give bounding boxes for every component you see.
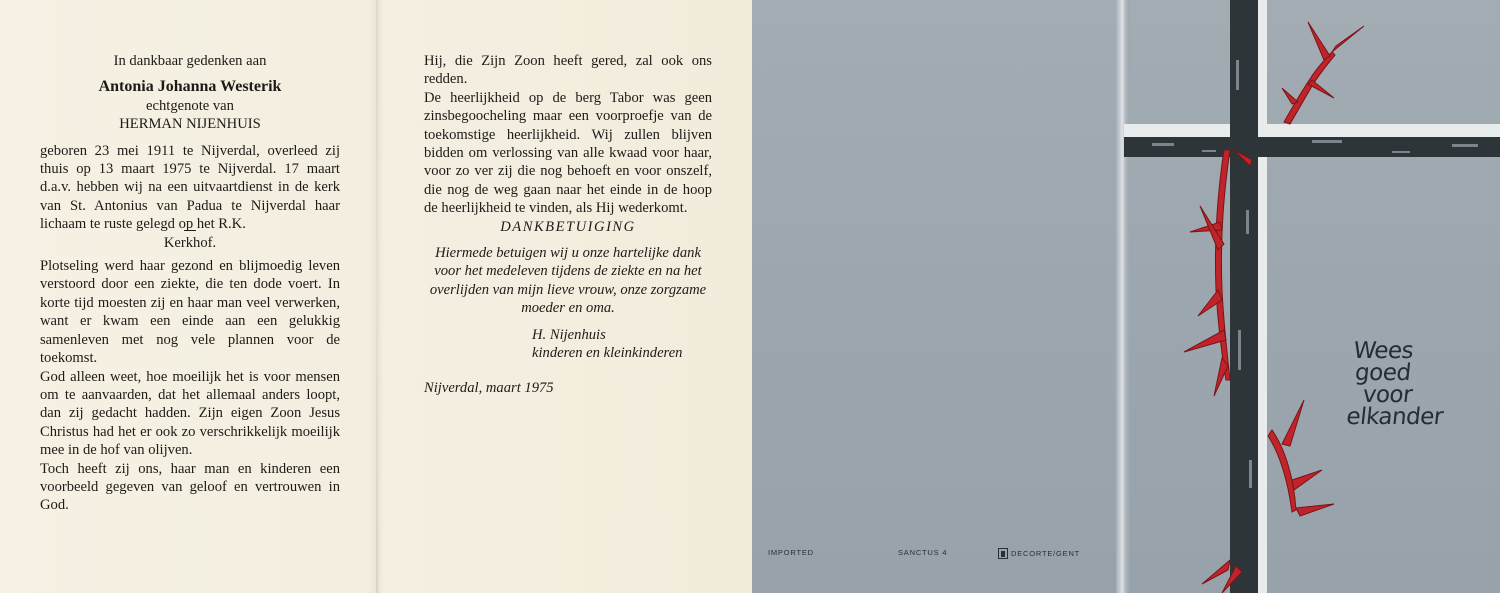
- fold-line: [376, 0, 378, 593]
- publisher-logo-icon: [998, 548, 1008, 559]
- place-date: Nijverdal, maart 1975: [424, 379, 554, 396]
- card-cover-side: [752, 0, 1500, 593]
- publisher-name: DECORTE/GENT: [1011, 549, 1081, 558]
- intro-text: In dankbaar gedenken aan: [113, 53, 267, 69]
- paragraph-god-knows: God alleen weet, hoe moeilijk het is voor mensen om te aanvaarden, dat het allemaal anders loopt, dan zij gedacht hadden. Zijn eigen Zoon Jesus Christus had het er ook zo verschrikkelijk moeilijk mee in de hof van olijven.: [40, 368, 340, 459]
- imprint-publisher: [998, 548, 1080, 559]
- biography-end: Kerkhof.: [163, 234, 217, 251]
- imprint-imported: IMPORTED: [768, 548, 814, 557]
- cross-with-thorns-illustration: [752, 0, 1500, 593]
- thorn-branch-bottom: [1202, 400, 1334, 593]
- paragraph-example: Toch heeft zij ons, haar man en kinderen een voorbeeld gegeven van geloof en vertrouwen in God.: [40, 460, 340, 514]
- left-text-panel: [40, 52, 340, 515]
- thanks-text: Hiermede betuigen wij u onze hartelijke dank voor het medeleven tijdens de ziekte en na het overlijden van mijn lieve vrouw, onze zorgzame moeder en oma.: [429, 245, 707, 317]
- paragraph-sudden-illness: Plotseling werd haar gezond en blijmoedig leven verstoord door een ziekte, die ten dode voert. In korte tijd moesten zij en haar man veel verwerken, want er kwam een einde aan een gelukkig samenleven met nog vele plannen voor de toekomst.: [40, 258, 340, 367]
- spouse-name: HERMAN NIJENHUIS: [119, 116, 261, 133]
- thanks-title: DANKBETUIGING: [500, 218, 636, 235]
- imprint-series: SANCTUS 4: [898, 548, 948, 557]
- spouse-label: echtgenote van: [146, 97, 234, 114]
- motto-line-4: elkander: [1345, 404, 1445, 430]
- paragraph-saved: Hij, die Zijn Zoon heeft gered, zal ook ons redden.: [424, 53, 712, 88]
- cover-motto: [1345, 340, 1500, 428]
- signature-family: kinderen en kleinkinderen: [532, 345, 683, 362]
- right-text-panel: [424, 52, 712, 397]
- signature-name: H. Nijenhuis: [532, 326, 606, 343]
- paragraph-tabor: De heerlijkheid op de berg Tabor was geen zinsbegoocheling maar een voorproefje van de toekomstige heerlijkheid. Wij zullen blijven bidden om verlossing van alle kwaad voor haar, voor zo ver zij die nog behoeft en voor onszelf, die nog de weg gaan naar het einde in de hoop de heerlijkheid te vinden, als Hij wederkomt.: [424, 89, 712, 217]
- motto-line-2: goed: [1353, 360, 1412, 386]
- motto-line-1: Wees: [1352, 338, 1415, 364]
- cross-vertical-dark: [1230, 0, 1258, 593]
- deceased-name: Antonia Johanna Westerik: [98, 78, 282, 96]
- motto-line-3: voor: [1361, 382, 1414, 408]
- cross-horizontal-light: [1124, 124, 1500, 138]
- biography-text: geboren 23 mei 1911 te Nijverdal, overleed zij thuis op 13 maart 1975 te Nijverdal. 17 maart d.a.v. hebben wij na een uitvaartdienst in de kerk van St. Antonius van Padua te Nijverdal haar lichaam te ruste gelegd op het R.K.: [40, 142, 340, 233]
- thorn-branch-top: [1282, 22, 1364, 124]
